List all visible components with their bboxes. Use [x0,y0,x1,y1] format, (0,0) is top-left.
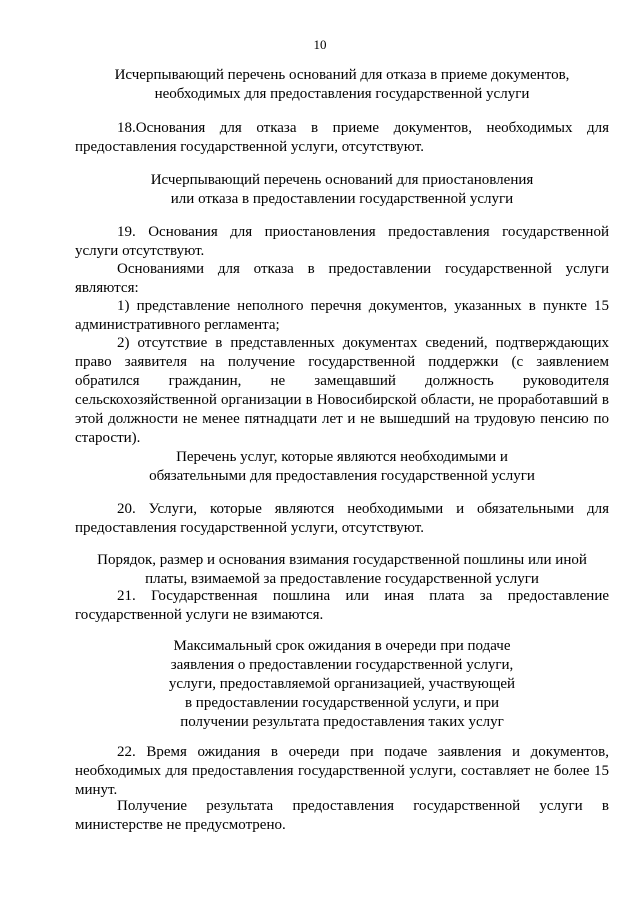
section-heading-suspension-refusal: Исчерпывающий перечень оснований для приостановления или отказа в предоставлении государственной услуги [150,172,534,207]
paragraph-refusal-grounds: Основаниями для отказа в предоставлении государственной услуги являются: [75,261,609,296]
paragraph-ground-2: 2) отсутствие в представленных документах сведений, подтверждающих право заявителя на получение государственной поддержки (с заявлением обратился гражданин, не замещавший должность руководителя сельскохозяйственной организации в Новосибирской области, не проработавший в этой должности не менее пятнадцати лет и не вышедший на трудовую пенсию по старости). [75,335,609,446]
paragraph-21: 21. Государственная пошлина или иная плата за предоставление государственной услуги не взимаются. [75,588,609,623]
section-heading-state-fee: Порядок, размер и основания взимания государственной пошлины или иной платы, взимаемой за предоставление государственной услуги [97,552,587,587]
paragraph-22: 22. Время ожидания в очереди при подаче заявления и документов, необходимых для предоставления государственной услуги, составляет не более 15 минут. [75,744,609,798]
section-heading-necessary-services: Перечень услуг, которые являются необходимыми и обязательными для предоставления государственной услуги [149,449,535,484]
paragraph-18: 18.Основания для отказа в приеме документов, необходимых для предоставления государственной услуги, отсутствуют. [75,120,609,155]
section-heading-refusal-acceptance: Исчерпывающий перечень оснований для отказа в приеме документов, необходимых для предоставления государственной услуги [114,67,570,102]
page-number: 10 [313,37,327,52]
section-heading-max-waiting-time: Максимальный срок ожидания в очереди при подаче заявления о предоставлении государственной услуги, услуги, предоставляемой организацией, участвующей в предоставлении государственной услуги, и при получении результата предоставления таких услуг [168,638,516,730]
paragraph-result-receipt: Получение результата предоставления государственной услуги в министерстве не предусмотрено. [75,798,609,833]
paragraph-ground-1: 1) представление неполного перечня документов, указанных в пункте 15 административного регламента; [75,298,609,333]
paragraph-20: 20. Услуги, которые являются необходимыми и обязательными для предоставления государственной услуги, отсутствуют. [75,501,609,536]
paragraph-19: 19. Основания для приостановления предоставления государственной услуги отсутствуют. [75,224,609,259]
